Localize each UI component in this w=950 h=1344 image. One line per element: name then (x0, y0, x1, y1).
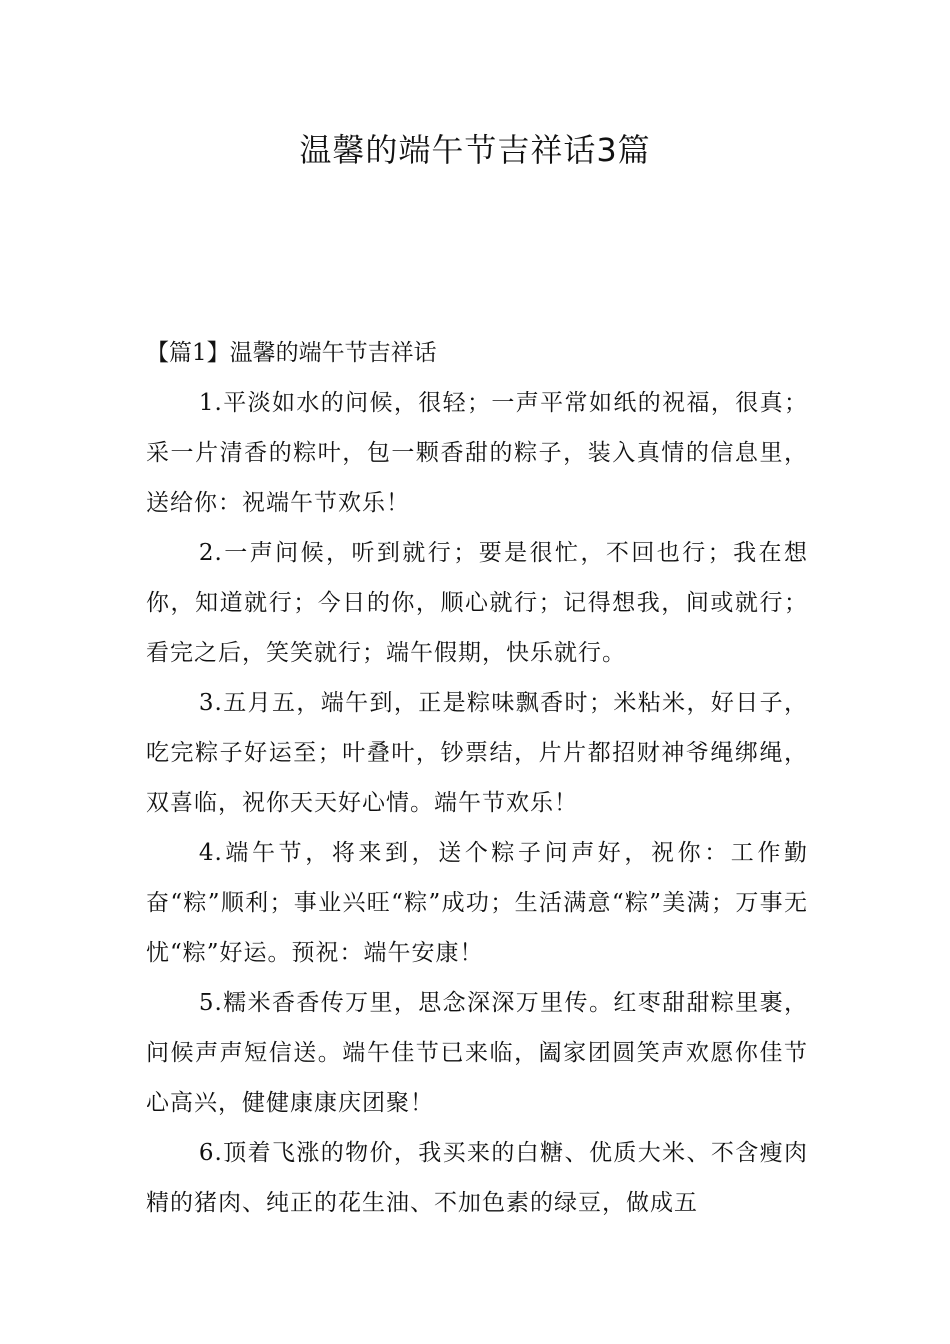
paragraph-2: 2.一声问候，听到就行；要是很忙，不回也行；我在想你，知道就行；今日的你，顺心就行；记得想我，间或就行；看完之后，笑笑就行；端午假期，快乐就行。 (146, 540, 808, 666)
paragraph-5: 5.糯米香香传万里，思念深深万里传。红枣甜甜粽里裹，问候声声短信送。端午佳节已来临，阖家团圆笑声欢愿你佳节心高兴，健健康康庆团聚！ (146, 990, 808, 1116)
paragraph-6: 6.顶着飞涨的物价，我买来的白糖、优质大米、不含瘦肉精的猪肉、纯正的花生油、不加色素的绿豆，做成五 (146, 1140, 808, 1216)
section-heading: 【篇1】温馨的端午节吉祥话 (146, 340, 437, 366)
paragraph-3: 3.五月五，端午到，正是粽味飘香时；米粘米，好日子，吃完粽子好运至；叶叠叶，钞票结，片片都招财神爷绳绑绳，双喜临，祝你天天好心情。端午节欢乐！ (146, 690, 808, 816)
paragraph-4: 4.端午节，将来到，送个粽子问声好，祝你：工作勤奋“粽”顺利；事业兴旺“粽”成功；生活满意“粽”美满；万事无忧“粽”好运。预祝：端午安康！ (146, 840, 808, 966)
paragraph-1: 1.平淡如水的问候，很轻；一声平常如纸的祝福，很真；采一片清香的粽叶，包一颗香甜的粽子，装入真情的信息里，送给你：祝端午节欢乐！ (146, 390, 808, 516)
document-title: 温馨的端午节吉祥话3篇 (299, 131, 651, 169)
document-body (146, 328, 808, 1228)
